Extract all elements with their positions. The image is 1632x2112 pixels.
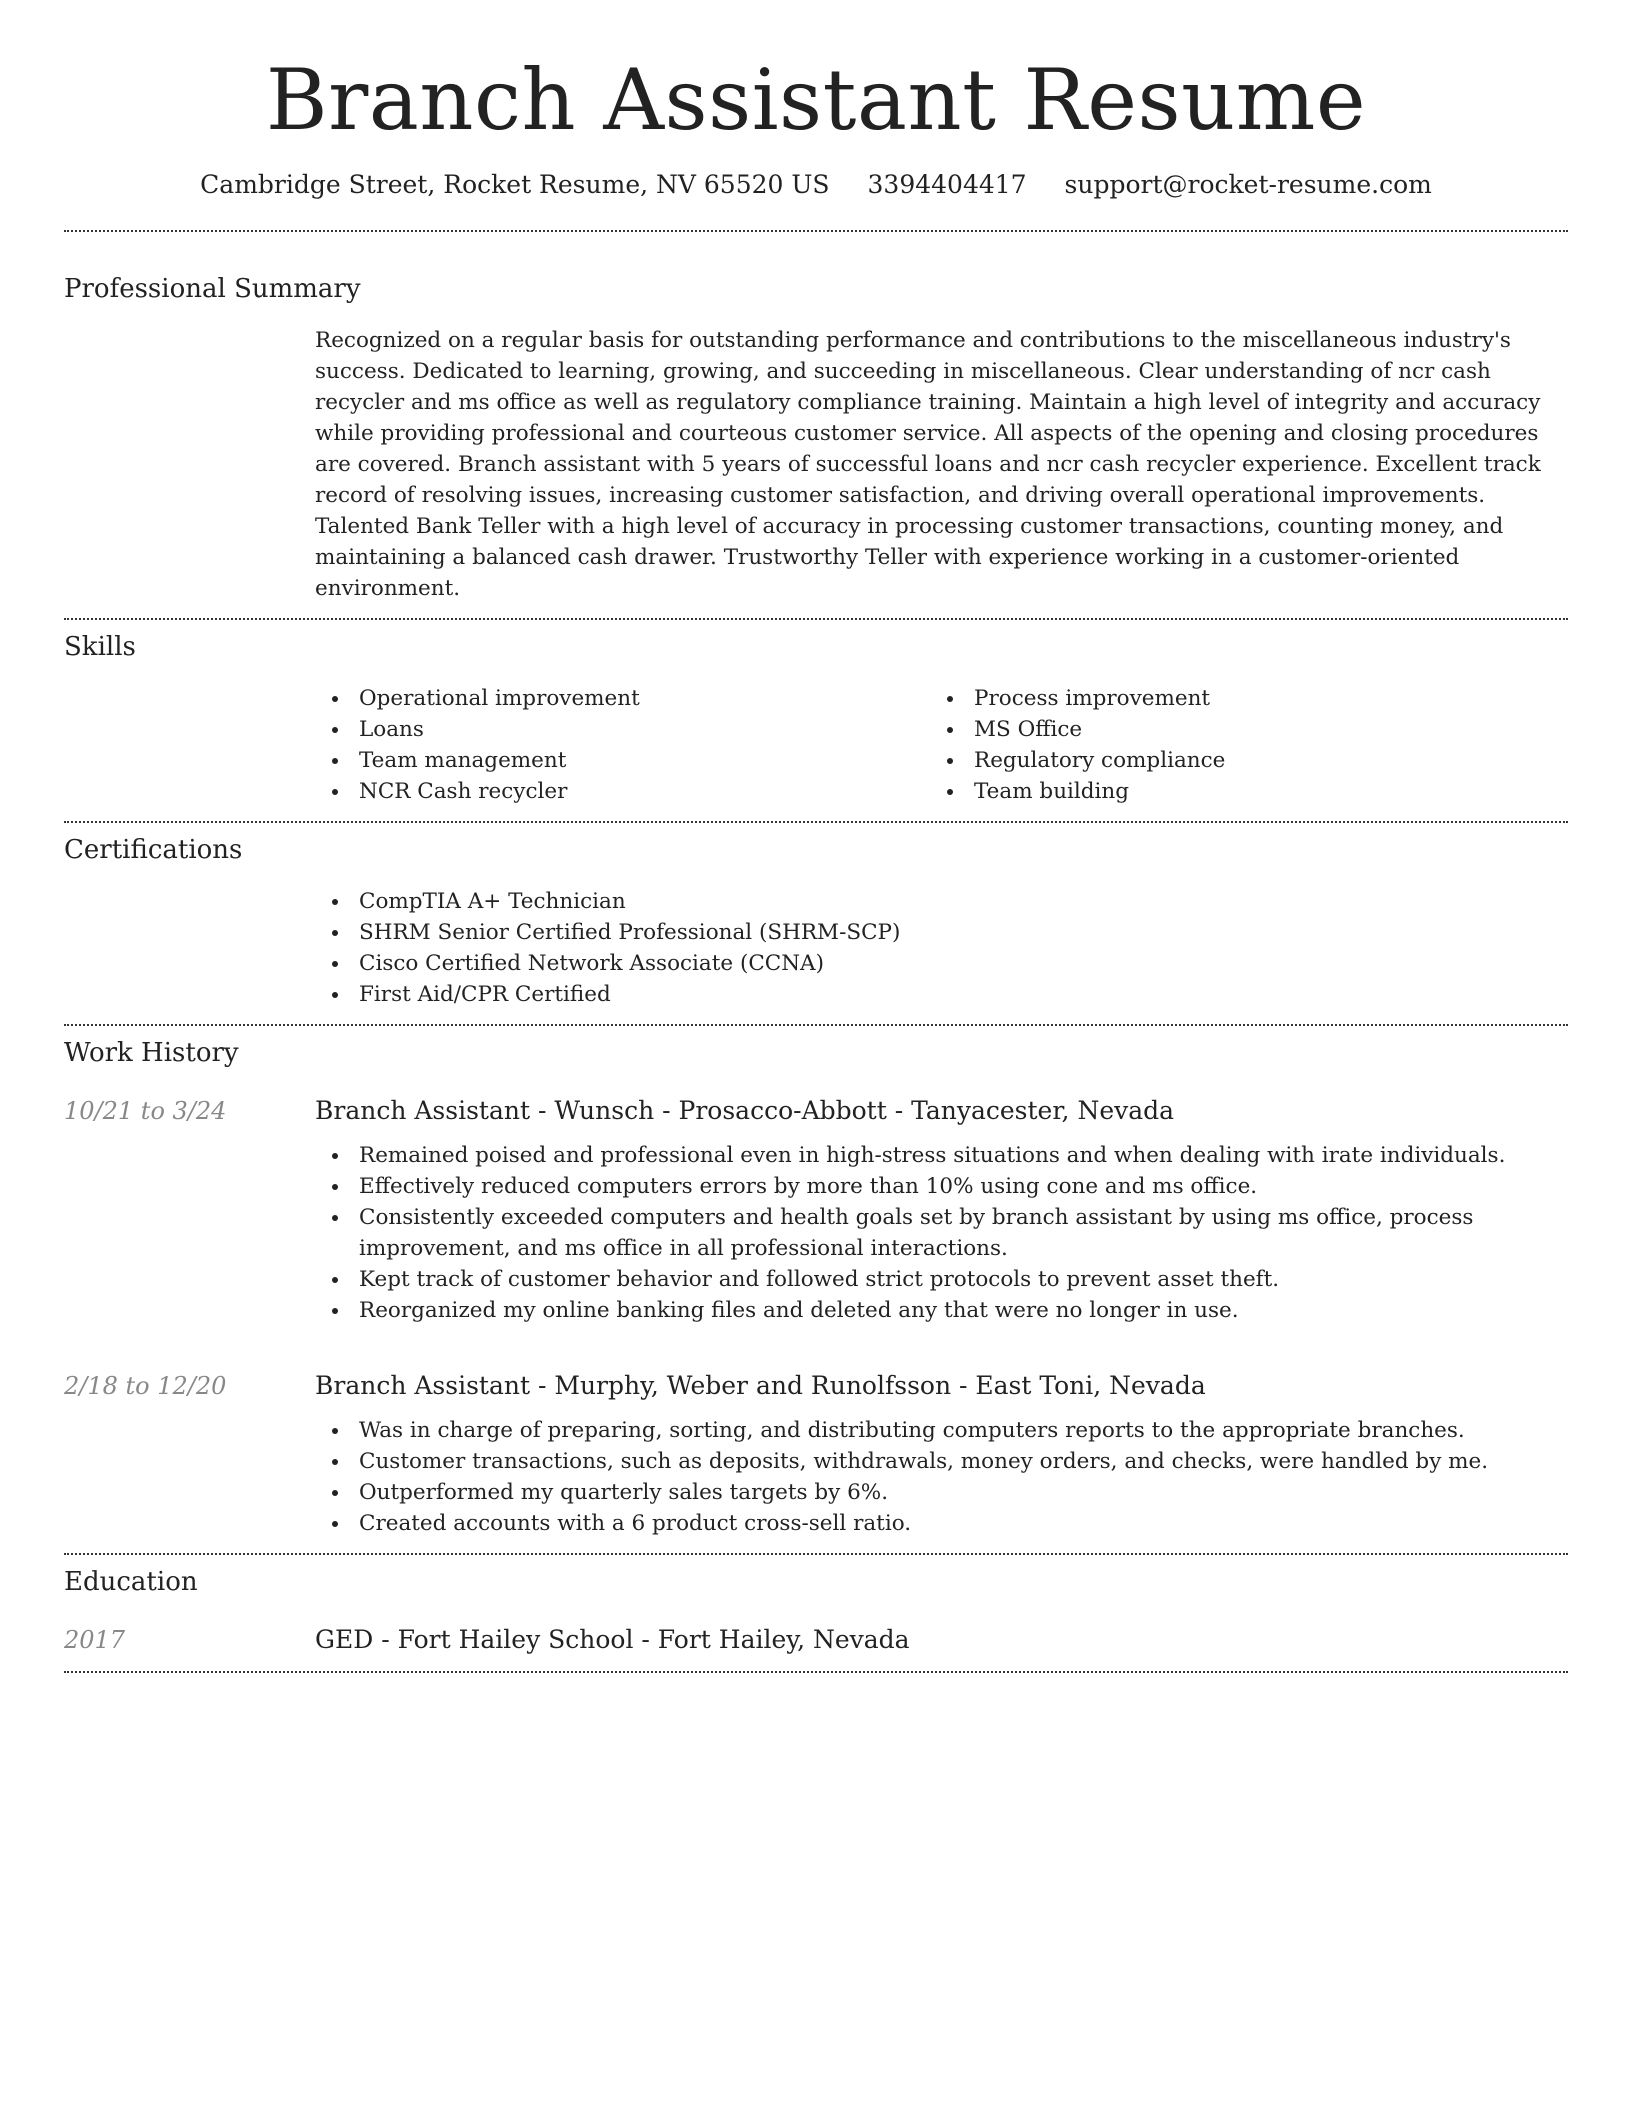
- divider: [64, 230, 1568, 232]
- divider: [64, 1553, 1568, 1555]
- divider: [64, 1671, 1568, 1673]
- list-item: Loans: [315, 714, 930, 745]
- list-item: Process improvement: [930, 683, 1545, 714]
- job-title: Branch Assistant - Murphy, Weber and Runolfsson - East Toni, Nevada: [315, 1371, 1206, 1400]
- certifications-heading: Certifications: [64, 835, 243, 865]
- resume-title: Branch Assistant Resume: [265, 51, 1367, 149]
- list-item: Was in charge of preparing, sorting, and distributing computers reports to the appropriate branches.: [315, 1415, 1568, 1446]
- list-item: Customer transactions, such as deposits, withdrawals, money orders, and checks, were handled by me.: [315, 1446, 1568, 1477]
- summary-section: [64, 272, 1568, 604]
- list-item: Kept track of customer behavior and followed strict protocols to prevent asset theft.: [315, 1264, 1568, 1295]
- contact-phone: 3394404417: [867, 170, 1027, 199]
- skills-list-left: [315, 683, 930, 807]
- job-entry: [64, 1094, 1568, 1326]
- job-bullets: [315, 1415, 1568, 1539]
- work-history-heading: Work History: [64, 1038, 239, 1068]
- job-title: Branch Assistant - Wunsch - Prosacco-Abbott - Tanyacester, Nevada: [315, 1096, 1175, 1125]
- list-item: Created accounts with a 6 product cross-sell ratio.: [315, 1508, 1568, 1539]
- list-item: MS Office: [930, 714, 1545, 745]
- list-item: First Aid/CPR Certified: [315, 979, 1568, 1010]
- contact-line: [64, 168, 1568, 202]
- education-degree: GED - Fort Hailey School - Fort Hailey, Nevada: [315, 1625, 910, 1654]
- job-dates: 2/18 to 12/20: [64, 1372, 227, 1400]
- resume-page: [64, 0, 1568, 1673]
- job-bullets: [315, 1140, 1568, 1326]
- skills-list-right: [930, 683, 1545, 807]
- job-dates: 10/21 to 3/24: [64, 1097, 227, 1125]
- divider: [64, 821, 1568, 823]
- list-item: Outperformed my quarterly sales targets by 6%.: [315, 1477, 1568, 1508]
- list-item: Reorganized my online banking files and deleted any that were no longer in use.: [315, 1295, 1568, 1326]
- summary-text: Recognized on a regular basis for outstanding performance and contributions to the miscellaneous industry's success. Dedicated to learning, growing, and succeeding in miscellaneous. Clear understanding of ncr cash recycler and ms office as well as regulatory compliance training. Maintain a high level of integrity and accuracy while providing professional and courteous customer service. All aspects of the opening and closing procedures are covered. Branch assistant with 5 years of successful loans and ncr cash recycler experience. Excellent track record of resolving issues, increasing customer satisfaction, and driving overall operational improvements. Talented Bank Teller with a high level of accuracy in processing customer transactions, counting money, and maintaining a balanced cash drawer. Trustworthy Teller with experience working in a customer-oriented environment.: [315, 328, 1541, 601]
- education-section: [64, 1565, 1568, 1657]
- contact-email: support@rocket-resume.com: [1064, 170, 1432, 199]
- list-item: Consistently exceeded computers and health goals set by branch assistant by using ms office, process improvement, and ms office in all professional interactions.: [315, 1202, 1568, 1264]
- list-item: CompTIA A+ Technician: [315, 886, 1568, 917]
- list-item: Regulatory compliance: [930, 745, 1545, 776]
- summary-heading: Professional Summary: [64, 274, 361, 304]
- certifications-list: [315, 886, 1568, 1010]
- skills-section: [64, 630, 1568, 807]
- education-year: 2017: [64, 1626, 126, 1654]
- divider: [64, 1024, 1568, 1026]
- skills-heading: Skills: [64, 632, 136, 662]
- job-entry: [64, 1369, 1568, 1539]
- contact-address: Cambridge Street, Rocket Resume, NV 65520 US: [200, 170, 830, 199]
- list-item: NCR Cash recycler: [315, 776, 930, 807]
- divider: [64, 618, 1568, 620]
- list-item: Effectively reduced computers errors by more than 10% using cone and ms office.: [315, 1171, 1568, 1202]
- list-item: Team management: [315, 745, 930, 776]
- list-item: SHRM Senior Certified Professional (SHRM-SCP): [315, 917, 1568, 948]
- certifications-section: [64, 833, 1568, 1010]
- work-history-section: [64, 1036, 1568, 1539]
- list-item: Cisco Certified Network Associate (CCNA): [315, 948, 1568, 979]
- education-heading: Education: [64, 1567, 198, 1597]
- list-item: Remained poised and professional even in high-stress situations and when dealing with irate individuals.: [315, 1140, 1568, 1171]
- list-item: Operational improvement: [315, 683, 930, 714]
- list-item: Team building: [930, 776, 1545, 807]
